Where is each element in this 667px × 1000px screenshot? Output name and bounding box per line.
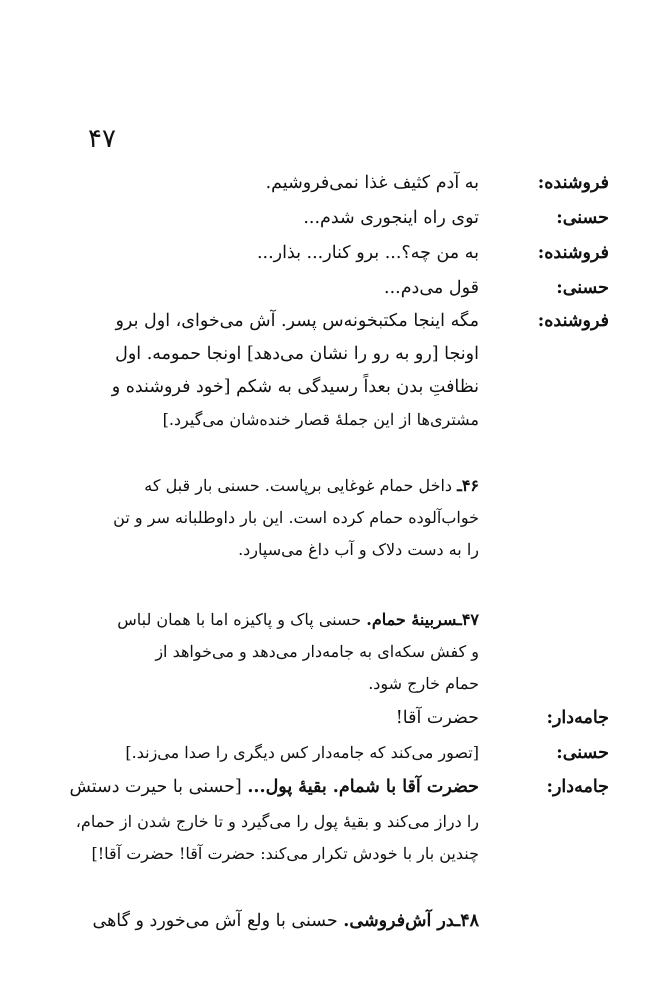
page-number: ۴۷ [88,124,116,154]
scene-text: داخل حمام غوغایی برپاست. حسنی بار قبل که [144,476,453,495]
scene-number: ۴۸ـ [455,911,479,931]
scene-line: خواب‌آلوده حمام کرده است. این بار داوطلبانه سر و تن [113,508,479,527]
scene-text: حسنی پاک و پاکیزه اما با همان لباس [117,610,362,629]
speaker-label: حسنی: [556,743,609,763]
scene-line: و کفش سکه‌ای به جامه‌دار می‌دهد و می‌خواهد از [155,642,479,661]
speaker-label: جامه‌دار: [546,777,609,797]
dialogue-line: به آدم کثیف غذا نمی‌فروشیم. [265,173,479,193]
dialogue-line: مگه اینجا مکتبخونه‌س پسر. آش می‌خوای، اول برو [115,311,479,331]
speaker-label: حسنی: [556,208,609,228]
dialogue-line: توی راه اینجوری شدم... [303,208,479,228]
scene-line [92,913,479,931]
scene-number: ۴۷ـ [457,610,479,629]
scene-line [144,478,479,494]
dialogue-text: [حسنی با حیرت دستش [69,777,242,797]
dialogue-line: اونجا [رو به رو را نشان می‌دهد] اونجا حمومه. اول [115,344,479,364]
dialogue-line: چندین بار با خودش تکرار می‌کند: حضرت آقا! حضرت آقا!] [91,844,479,863]
dialogue-line [69,779,479,797]
speaker-label: فروشنده: [537,243,609,263]
dialogue-line: قول می‌دم... [384,278,479,298]
dialogue-line: را دراز می‌کند و بقیهٔ پول را می‌گیرد و تا خارج شدن از حمام، [75,812,479,831]
scene-line: حمام خارج شود. [368,674,479,693]
dialogue-bold: حضرت آقا با شمام. بقیهٔ پول... [247,777,479,797]
speaker-label: جامه‌دار: [546,708,609,728]
speaker-label: حسنی: [556,278,609,298]
dialogue-line: حضرت آقا! [395,708,479,728]
scene-line [117,612,479,628]
scene-text: حسنی با ولع آش می‌خورد و گاهی [92,911,338,931]
speaker-label: فروشنده: [537,173,609,193]
scene-title: در آش‌فروشی. [343,911,456,931]
dialogue-line: به من چه؟... برو کنار... بذار... [256,243,479,263]
scene-line: را به دست دلاک و آب داغ می‌سپارد. [238,540,479,559]
speaker-label: فروشنده: [537,311,609,331]
scene-title: سربینهٔ حمام. [366,610,458,629]
dialogue-line: نظافتِ بدن بعداً رسیدگی به شکم [خود فروشنده و [111,377,479,397]
scene-number: ۴۶ـ [457,476,479,495]
dialogue-line: [تصور می‌کند که جامه‌دار کس دیگری را صدا می‌زند.] [125,743,479,762]
dialogue-line: مشتری‌ها از این جملهٔ قصار خنده‌شان می‌گیرد.] [162,410,479,429]
